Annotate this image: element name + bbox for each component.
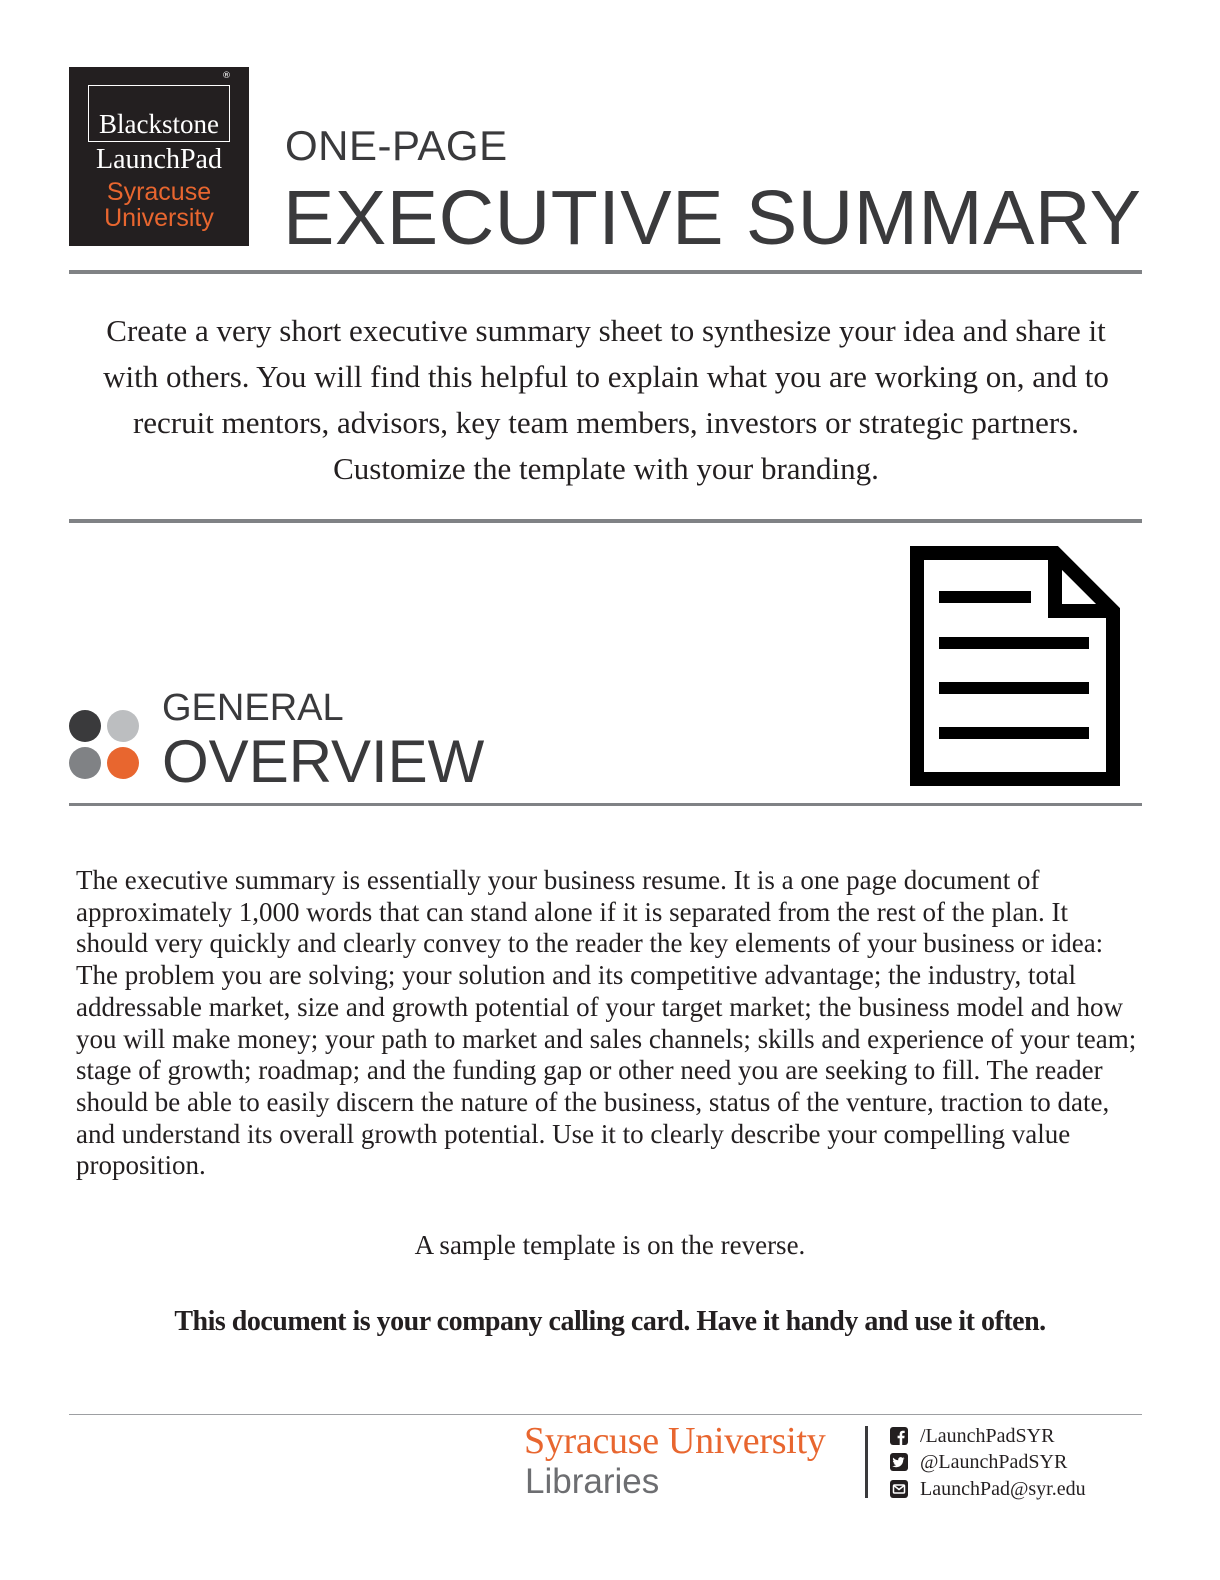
section-title: OVERVIEW <box>162 728 485 795</box>
facebook-contact[interactable] <box>890 1423 1054 1449</box>
logo-blackstone: Blackstone <box>99 109 219 139</box>
section-subtitle: GENERAL <box>162 687 344 729</box>
logo-launchpad: LaunchPad <box>96 144 222 175</box>
footer-org-sub: Libraries <box>525 1462 660 1501</box>
facebook-icon <box>890 1427 908 1445</box>
document-icon <box>909 545 1121 787</box>
overview-paragraph: The executive summary is essentially your business resume. It is a one page document of approximately 1,000 words that can stand alone if it is separated from the rest of the plan. It should very quickly and clearly convey to the reader the key elements of your business or idea: The problem you are solving; your solution and its competitive advantage; the industry, total addressable market, size and growth potential of your target market; the business model and how you will make money; your path to market and sales channels; skills and experience of your team; stage of growth; roadmap; and the funding gap or other need you are seeking to fill. The reader should be able to easily discern the nature of the business, status of the venture, traction to date, and understand its overall growth potential. Use it to clearly describe your compelling value proposition. <box>76 865 1137 1181</box>
footer-vertical-divider <box>865 1426 868 1498</box>
envelope-icon <box>890 1480 908 1498</box>
page-title: EXECUTIVE SUMMARY <box>283 175 1142 261</box>
registered-mark: ® <box>222 71 231 81</box>
logo-syracuse: Syracuse <box>106 178 212 206</box>
intro-text: Create a very short executive summary sheet to synthesize your idea and share it with others. You will find this helpful to explain what you are working on, and to recruit mentors, advisors, key team members, investors or strategic partners. Customize the template with your branding. <box>103 313 1109 486</box>
dot-light-gray <box>107 710 139 742</box>
sample-note: A sample template is on the reverse. <box>414 1230 806 1260</box>
blackstone-launchpad-logo <box>69 67 249 246</box>
email-address: LaunchPad@syr.edu <box>920 1478 1086 1500</box>
dot-mid-gray <box>69 747 101 779</box>
dot-orange <box>107 747 139 779</box>
footer-divider <box>69 1414 1142 1415</box>
twitter-contact[interactable] <box>890 1449 1067 1475</box>
logo-university: University <box>104 204 214 232</box>
section-divider <box>69 803 1142 806</box>
header-subtitle: ONE-PAGE <box>285 122 508 169</box>
intro-divider <box>69 519 1142 523</box>
facebook-handle: /LaunchPadSYR <box>920 1425 1055 1447</box>
header-divider <box>69 270 1142 274</box>
calling-card-note: This document is your company calling card. Have it handy and use it often. <box>174 1306 1046 1337</box>
twitter-handle: @LaunchPadSYR <box>920 1451 1068 1473</box>
email-contact[interactable] <box>890 1476 1086 1502</box>
dot-dark-gray <box>69 710 101 742</box>
footer-org-name: Syracuse University <box>524 1420 826 1462</box>
twitter-icon <box>890 1453 908 1471</box>
